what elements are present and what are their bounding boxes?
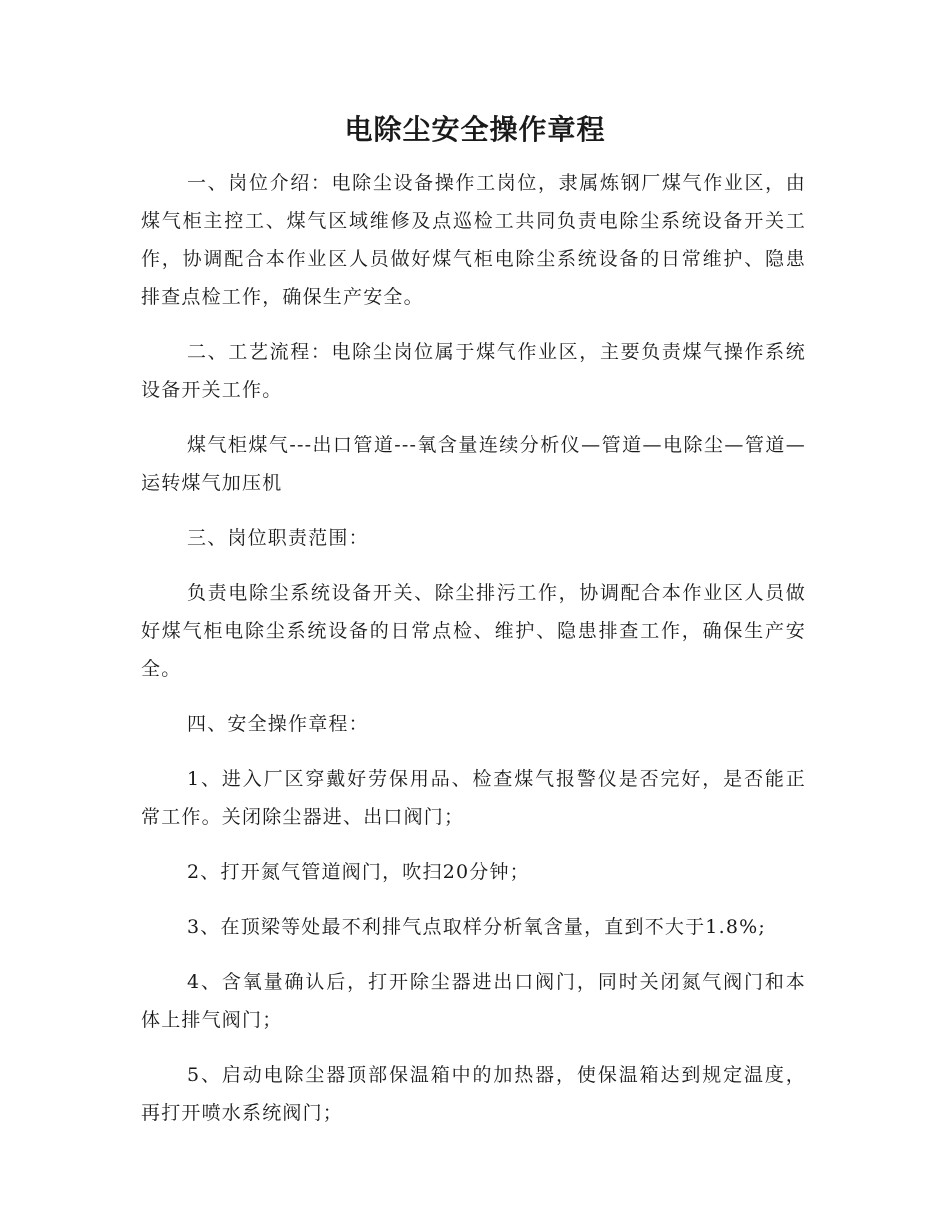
heading-responsibilities: 三、岗位职责范围：: [187, 527, 369, 549]
paragraph-job-intro: 一、岗位介绍：电除尘设备操作工岗位，隶属炼钢厂煤气作业区，由煤气柜主控工、煤气区域维修及点巡检工共同负责电除尘系统设备开关工作，协调配合本作业区人员做好煤气柜电除尘系统设备的日常维护、隐患排查点检工作，确保生产安全。: [141, 172, 806, 308]
rule-item-2: 2、打开氮气管道阀门，吹扫20分钟；: [187, 861, 530, 883]
rule-item-4: 4、含氧量确认后，打开除尘器进出口阀门，同时关闭氮气阀门和本体上排气阀门；: [141, 971, 806, 1031]
rule-item-3: 3、在顶梁等处最不利排气点取样分析氧含量，直到不大于1.8%;: [187, 916, 766, 938]
document-body: [141, 164, 806, 1149]
paragraph-process-flow: 二、工艺流程：电除尘岗位属于煤气作业区，主要负责煤气操作系统设备开关工作。: [141, 341, 806, 401]
document-title: 电除尘安全操作章程: [344, 113, 606, 146]
rule-item-5: 5、启动电除尘器顶部保温箱中的加热器，使保温箱达到规定温度，再打开喷水系统阀门；: [141, 1064, 806, 1124]
rule-item-1: 1、进入厂区穿戴好劳保用品、检查煤气报警仪是否完好，是否能正常工作。关闭除尘器进、出口阀门；: [141, 768, 806, 828]
paragraph-responsibilities: 负责电除尘系统设备开关、除尘排污工作，协调配合本作业区人员做好煤气柜电除尘系统设备的日常点检、维护、隐患排查工作，确保生产安全。: [141, 582, 806, 680]
heading-safety-rules: 四、安全操作章程：: [187, 713, 369, 735]
paragraph-flow-chain: 煤气柜煤气---出口管道---氧含量连续分析仪—管道—电除尘—管道—运转煤气加压机: [141, 434, 806, 494]
